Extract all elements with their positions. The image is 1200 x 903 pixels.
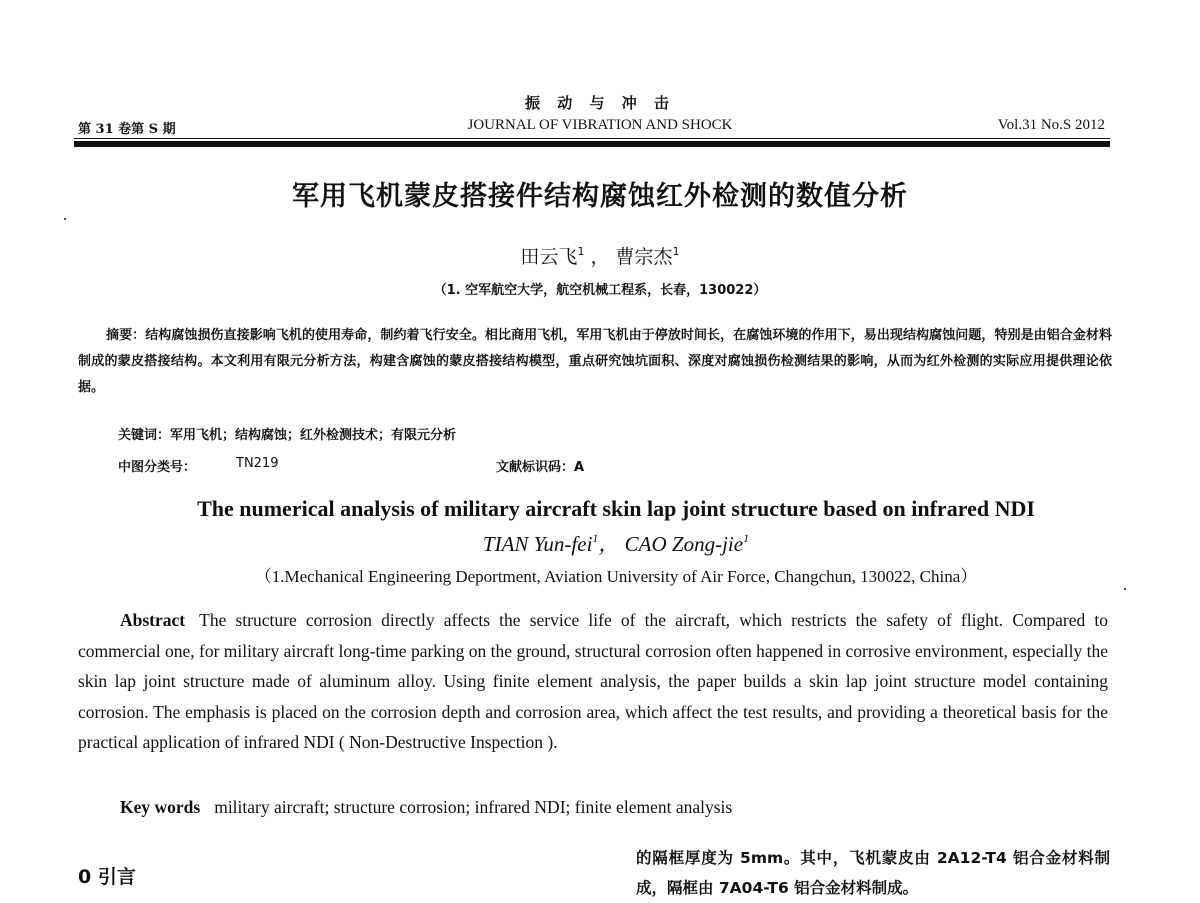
volume-issue-cn: 第 31 卷第 S 期 [78, 122, 176, 137]
journal-name-cn: 振 动 与 冲 击 [525, 94, 675, 112]
authors-en [0, 528, 1200, 558]
volume-issue-en: Vol.31 No.S 2012 [997, 117, 1105, 133]
header-rule-thin [74, 138, 1110, 139]
keywords-en-label: Key words [120, 797, 201, 817]
document-code: 文献标识码：A [496, 460, 585, 475]
author-name: CAO Zong-jie [624, 532, 744, 556]
journal-name-en: JOURNAL OF VIBRATION AND SHOCK [467, 117, 733, 133]
paper-title-cn: 军用飞机蒙皮搭接件结构腐蚀红外检测的数值分析 [292, 181, 908, 212]
abstract-en [78, 605, 1108, 758]
section-heading-introduction: 0 引言 [78, 866, 136, 888]
scan-speck [64, 218, 66, 220]
keywords-cn-text: 军用飞机；结构腐蚀；红外检测技术；有限元分析 [170, 428, 457, 443]
scan-speck [1124, 588, 1126, 590]
body-text-column-2: 的隔框厚度为 5mm。其中，飞机蒙皮由 2A12-T4 铝合金材料制成，隔框由 7A04-T6 铝合金材料制成。 [636, 849, 1110, 897]
clc-label: 中图分类号： [118, 460, 197, 475]
author-separator: ， [598, 532, 620, 556]
keywords-cn [118, 424, 456, 443]
affiliation-mark: 1 [592, 531, 599, 545]
abstract-cn-text: 结构腐蚀损伤直接影响飞机的使用寿命，制约着飞行安全。相比商用飞机，军用飞机由于停放时间长，在腐蚀环境的作用下，易出现结构腐蚀问题，特别是由铝合金材料制成的蒙皮搭接结构。本文利用有限元分析方法，构建含腐蚀的蒙皮搭接结构模型，重点研究蚀坑面积、深度对腐蚀损伤检测结果的影响，从而为红外检测的实际应用提供理论依据。 [78, 328, 1112, 395]
abstract-en-text: The structure corrosion directly affects the service life of the aircraft, which restricts the safety of flight. Compared to commercial one, for military aircraft long-time parking on the ground, structural corrosion often happened in corrosive environment, especially the skin lap joint structure made of aluminum alloy. Using finite element analysis, the paper builds a skin lap joint structure model containing corrosion. The emphasis is placed on the corrosion depth and corrosion area, which affect the test results, and providing a theoretical basis for the practical application of infrared NDI ( Non-Destructive Inspection ). [78, 610, 1108, 753]
abstract-cn [78, 323, 1112, 401]
keywords-en [120, 797, 732, 818]
affiliation-mark: 1 [577, 245, 585, 258]
author-name: 田云飞 [520, 246, 578, 268]
clc-value: TN219 [236, 456, 279, 471]
paper-title-en: The numerical analysis of military aircraft skin lap joint structure based on infrared NDI [197, 496, 1035, 521]
keywords-en-text: military aircraft; structure corrosion; infrared NDI; finite element analysis [214, 797, 733, 817]
affiliation-en: （1.Mechanical Engineering Deportment, Aviation University of Air Force, Changchun, 130022, China） [254, 567, 978, 586]
abstract-cn-label: 摘要： [106, 328, 146, 343]
affiliation-mark: 1 [743, 531, 750, 545]
affiliation-mark: 1 [672, 245, 680, 258]
keywords-cn-label: 关键词： [118, 428, 171, 443]
abstract-en-label: Abstract [120, 610, 186, 630]
author-name: 曹宗杰 [615, 246, 673, 268]
affiliation-cn: （1. 空军航空大学，航空机械工程系，长春，130022） [433, 283, 767, 298]
author-name: TIAN Yun-fei [482, 532, 593, 556]
authors-cn [0, 242, 1200, 269]
author-separator: ， [590, 246, 610, 268]
header-rule-thick [74, 141, 1110, 147]
